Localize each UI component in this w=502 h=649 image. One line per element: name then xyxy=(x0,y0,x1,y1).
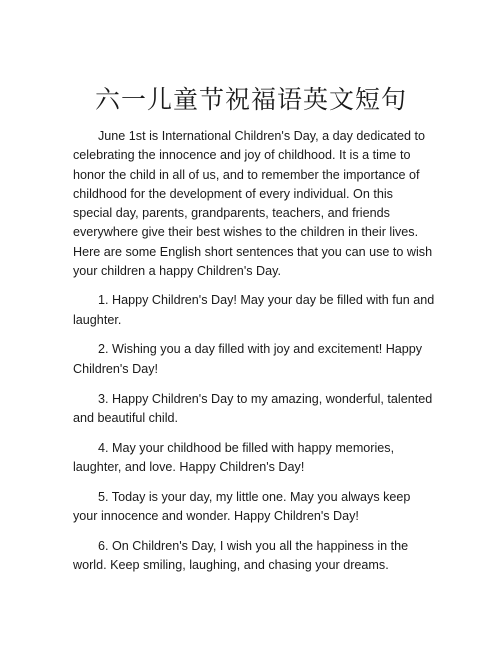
intro-paragraph: June 1st is International Children's Day, a day dedicated to celebrating the innocence and joy of childhood. It is a time to honor the child in all of us, and to remember the importance of childhood for the development of every individual. On this special day, parents, grandparents, teachers, and friends everywhere give their best wishes to the children in their lives. Here are some English short sentences that you can use to wish your children a happy Children's Day. xyxy=(73,129,433,279)
wish-item-3: 3. Happy Children's Day to my amazing, wonderful, talented and beautiful child. xyxy=(73,391,433,425)
wish-item-5: 5. Today is your day, my little one. May you always keep your innocence and wonder. Happy Children's Day! xyxy=(73,489,411,524)
document-title: 六一儿童节祝福语英文短句 xyxy=(94,85,407,114)
wish-item-6: 6. On Children's Day, I wish you all the happiness in the world. Keep smiling, laughing, and chasing your dreams. xyxy=(73,538,409,573)
document-body xyxy=(73,127,435,586)
wish-item-4: 4. May your childhood be filled with happy memories, laughter, and love. Happy Children's Day! xyxy=(73,440,395,474)
wish-item-2: 2. Wishing you a day filled with joy and excitement! Happy Children's Day! xyxy=(73,342,423,376)
wish-item-1: 1. Happy Children's Day! May your day be filled with fun and laughter. xyxy=(73,293,435,327)
